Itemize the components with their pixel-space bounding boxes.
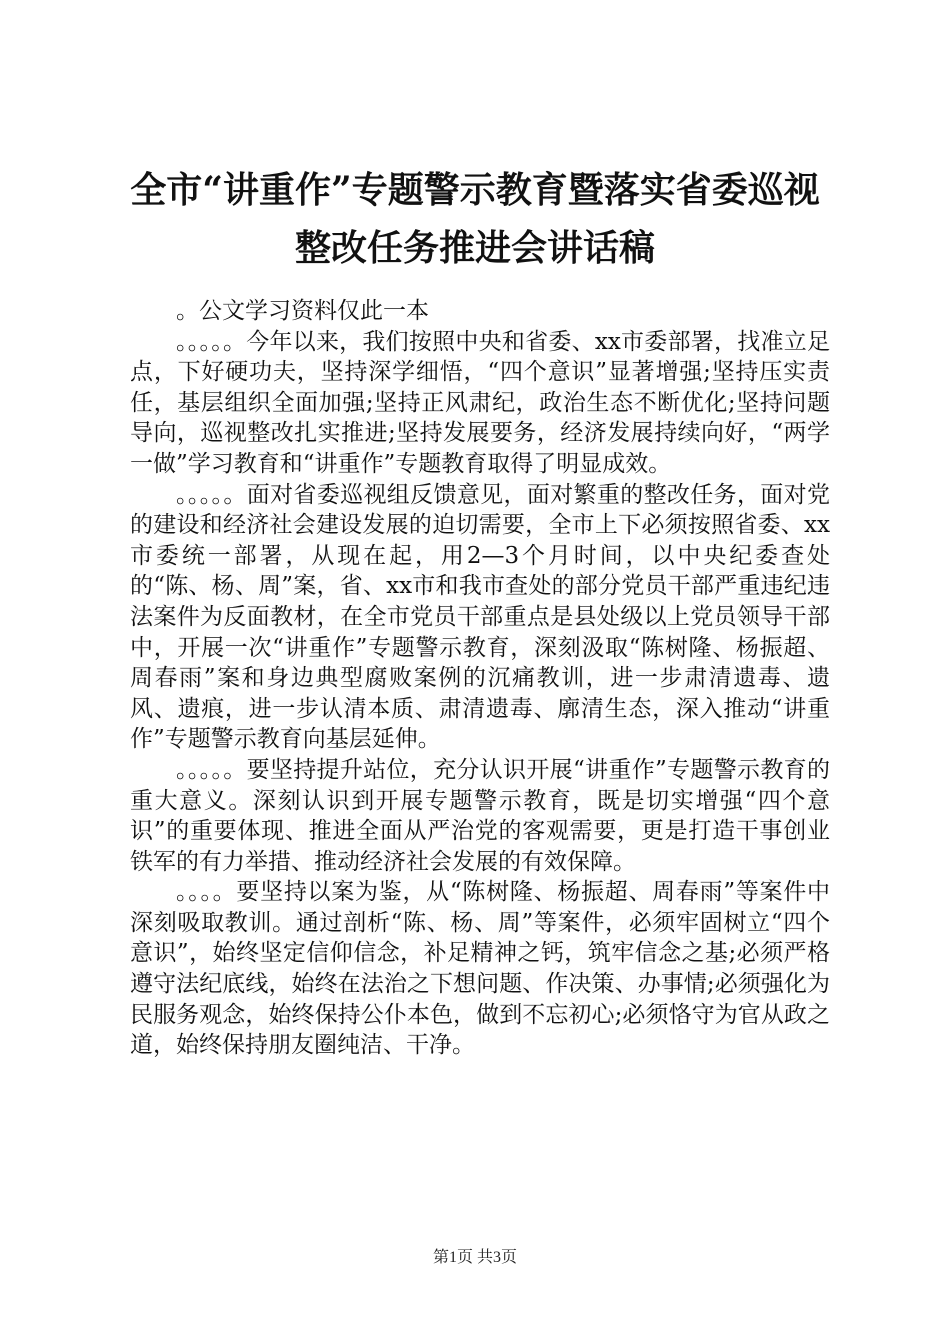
paragraph-3: 。。。。。要坚持提升站位，充分认识开展“讲重作”专题警示教育的重大意义。深刻认识到开展专题警示教育，既是切实增强“四个意识”的重要体现、推进全面从严治党的客观需要，更是打造干事创业铁军的有力举措、推动经济社会发展的有效保障。 [130,756,830,875]
document-title-line-2: 整改任务推进会讲话稿 [294,227,655,269]
paragraph-1: 。。。。。今年以来，我们按照中央和省委、xx市委部署，找准立足点，下好硬功夫，坚持深学细悟，“四个意识”显著增强;坚持压实责任，基层组织全面加强;坚持正风肃纪，政治生态不断优化;坚持问题导向，巡视整改扎实推进;坚持发展要务，经济发展持续向好，“两学一做”学习教育和“讲重作”专题教育取得了明显成效。 [130,328,830,477]
paragraph-note: 。公文学习资料仅此一本 [176,298,429,324]
document-body [130,296,830,1061]
paragraph-2: 。。。。。面对省委巡视组反馈意见，面对繁重的整改任务，面对党的建设和经济社会建设发展的迫切需要，全市上下必须按照省委、xx市委统一部署，从现在起，用2—3个月时间，以中央纪委查处的“陈、杨、周”案，省、xx市和我市查处的部分党员干部严重违纪违法案件为反面教材，在全市党员干部重点是县处级以上党员领导干部中，开展一次“讲重作”专题警示教育，深刻汲取“陈树隆、杨振超、周春雨”案和身边典型腐败案例的沉痛教训，进一步肃清遗毒、遗风、遗痕，进一步认清本质、肃清遗毒、廓清生态，深入推动“讲重作”专题警示教育向基层延伸。 [130,481,830,753]
paragraph-4: 。。。。要坚持以案为鉴，从“陈树隆、杨振超、周春雨”等案件中深刻吸取教训。通过剖析“陈、杨、周”等案件，必须牢固树立“四个意识”，始终坚定信仰信念，补足精神之钙，筑牢信念之基;必须严格遵守法纪底线，始终在法治之下想问题、作决策、办事情;必须强化为民服务观念，始终保持公仆本色，做到不忘初心;必须恪守为官从政之道，始终保持朋友圈纯洁、干净。 [130,879,830,1059]
page-footer: 第1页 共3页 [432,1249,517,1266]
document-title-line-1: 全市“讲重作”专题警示教育暨落实省委巡视 [130,169,820,211]
